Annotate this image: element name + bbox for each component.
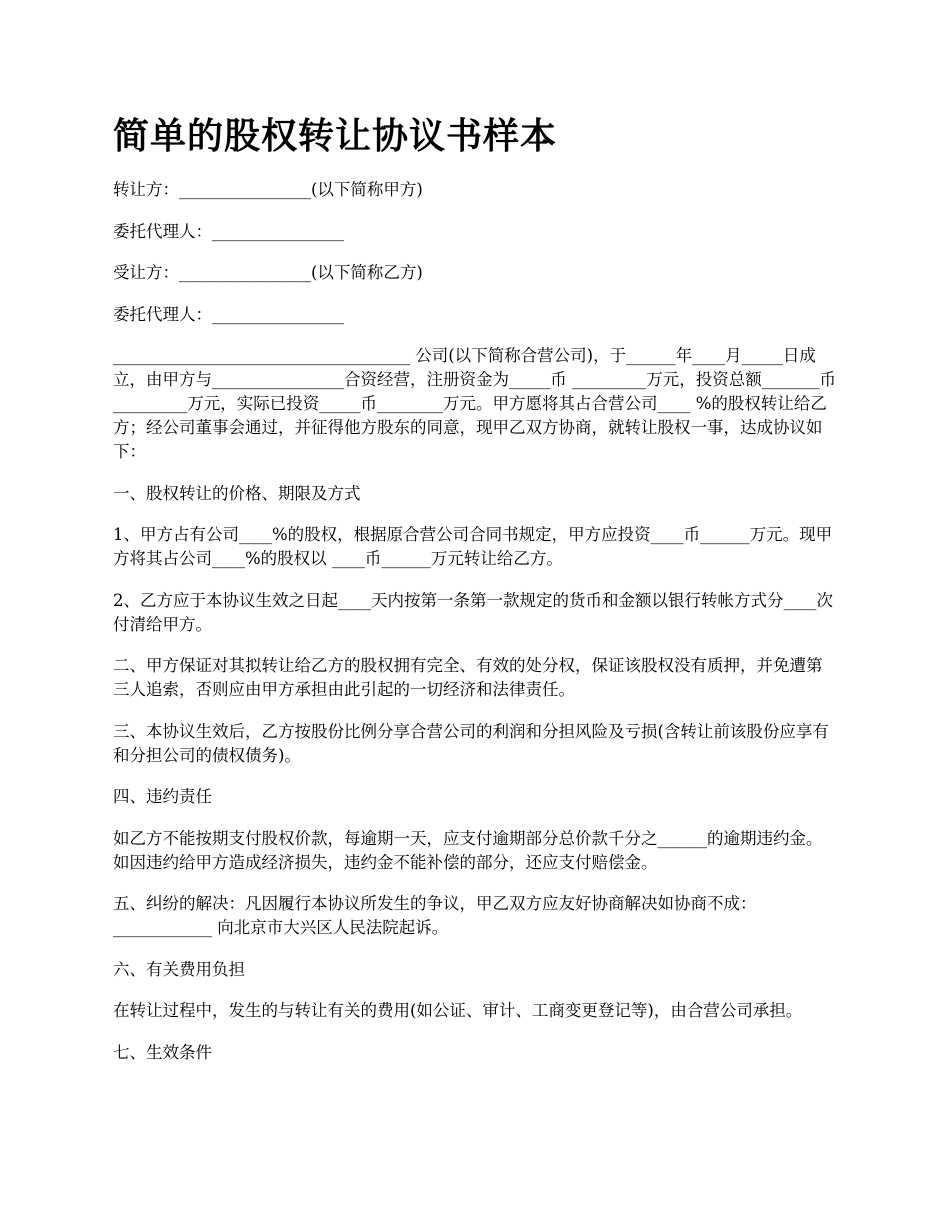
clause-1-1: 1、甲方占有公司____%的股权，根据原合营公司合同书规定，甲方应投资____币______万元。现甲方将其占公司____%的股权以 ____币______万元转让给乙方。 xyxy=(113,525,833,568)
document-body xyxy=(113,178,838,1082)
transferor-line: 转让方：________________(以下简称甲方) xyxy=(113,180,423,199)
section-heading-4: 四、违约责任 xyxy=(113,787,212,806)
section-2-paragraph: 二、甲方保证对其拟转让给乙方的股权拥有完全、有效的处分权，保证该股权没有质押，并免遭第三人追索，否则应由甲方承担由此引起的一切经济和法律责任。 xyxy=(113,656,823,699)
fees-paragraph: 在转让过程中，发生的与转让有关的费用(如公证、审计、工商变更登记等)，由合营公司承担。 xyxy=(113,1001,803,1020)
clause-1-2: 2、乙方应于本协议生效之日起____天内按第一条第一款规定的货币和金额以银行转帐方式分____次付清给甲方。 xyxy=(113,590,833,634)
preamble-paragraph: ____________________________________ 公司(以下简称合营公司)，于______年____月_____日成立，由甲方与________________合资经营，注册资金为_____币 _________万元，投资总额_______币_________万元，实际已投资_____币________万元。甲方愿将其占合营公司____ %的股权转让给乙方；经公司董事会通过，并征得他方股东的同意，现甲乙双方协商，就转让股权一事，达成协议如下： xyxy=(113,346,836,461)
section-heading-6: 六、有关费用负担 xyxy=(113,959,245,979)
section-heading-1: 一、股权转让的价格、期限及方式 xyxy=(113,483,361,503)
document-title: 简单的股权转让协议书样本 xyxy=(113,116,558,157)
breach-paragraph: 如乙方不能按期支付股权价款，每逾期一天，应支付逾期部分总价款千分之______的逾期违约金。如因违约给甲方造成经济损失，违约金不能补偿的部分，还应支付赔偿金。 xyxy=(113,828,823,872)
section-heading-7: 七、生效条件 xyxy=(113,1042,212,1062)
section-3-paragraph: 三、本协议生效后，乙方按股份比例分享合营公司的利润和分担风险及亏损(含转让前该股份应享有和分担公司的债权债务)。 xyxy=(113,721,829,765)
transferee-line: 受让方：________________(以下简称乙方) xyxy=(113,263,423,282)
section-5-paragraph: 五、纠纷的解决：凡因履行本协议所发生的争议，甲乙双方应友好协商解决如协商不成：____________ 向北京市大兴区人民法院起诉。 xyxy=(113,894,757,937)
transferor-agent-line: 委托代理人：________________ xyxy=(113,221,344,241)
transferee-agent-line: 委托代理人：________________ xyxy=(113,304,344,324)
